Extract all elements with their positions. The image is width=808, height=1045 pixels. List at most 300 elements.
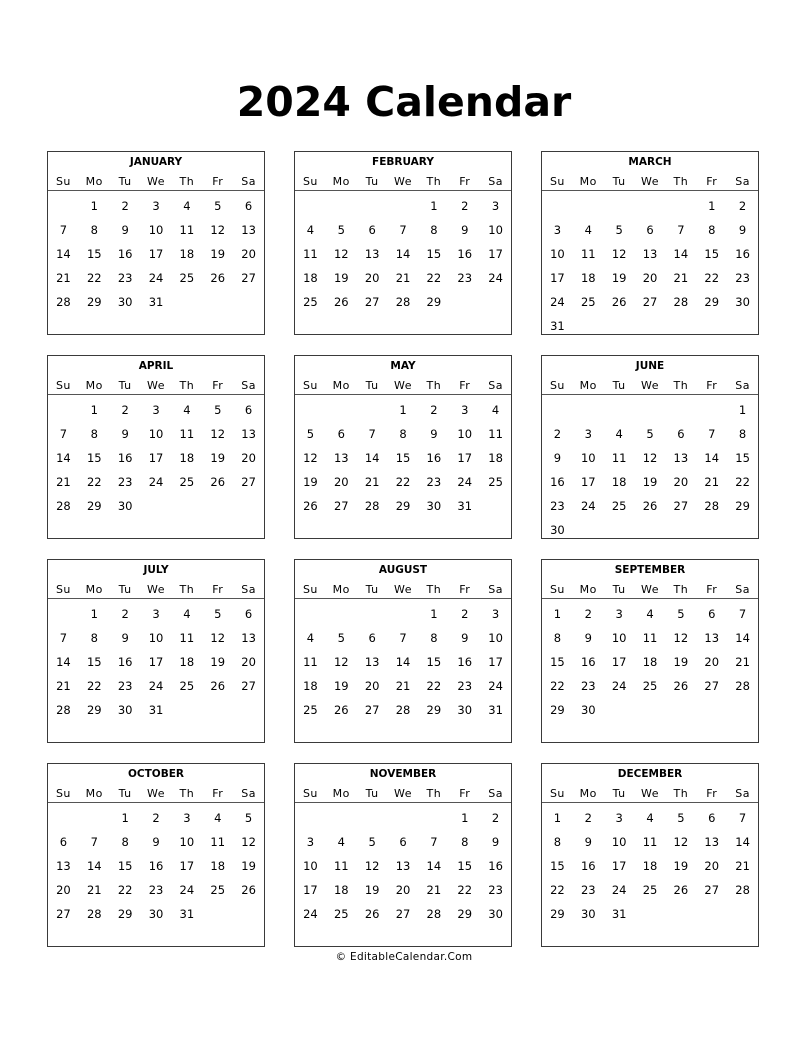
date-cell — [171, 702, 202, 718]
day-name-we: We — [394, 787, 412, 800]
date-cell: 2 — [461, 199, 469, 213]
date-cell — [573, 318, 604, 334]
day-name-fr: Fr — [459, 787, 471, 800]
month-february — [294, 151, 512, 335]
week-row — [295, 906, 511, 922]
month-july — [47, 559, 265, 743]
week-row — [542, 402, 758, 418]
day-name-we: We — [641, 787, 659, 800]
day-name-header — [542, 582, 758, 599]
week-row — [48, 246, 264, 262]
week-row — [295, 222, 511, 238]
date-cell: 25 — [611, 499, 627, 513]
day-name-th: Th — [179, 583, 195, 596]
date-cell — [665, 318, 696, 334]
date-cell: 28 — [426, 907, 442, 921]
month-april — [47, 355, 265, 539]
date-cell: 21 — [56, 679, 71, 693]
date-cell: 23 — [426, 475, 442, 489]
date-cell: 28 — [395, 703, 411, 717]
date-cell: 10 — [550, 247, 565, 261]
date-cell: 11 — [333, 859, 349, 873]
date-cell: 14 — [395, 655, 411, 669]
date-cell: 18 — [303, 679, 318, 693]
date-cell: 8 — [738, 427, 747, 441]
date-cell: 9 — [584, 631, 592, 645]
date-cell: 25 — [580, 295, 596, 309]
date-cell: 10 — [611, 631, 627, 645]
month-may — [294, 355, 512, 539]
week-row — [295, 630, 511, 646]
date-cell: 17 — [148, 451, 164, 465]
date-cell: 14 — [56, 247, 71, 261]
week-row — [542, 198, 758, 214]
date-cell: 19 — [333, 271, 349, 285]
date-cell: 14 — [56, 655, 71, 669]
date-cell — [48, 198, 79, 214]
date-cell: 26 — [673, 883, 689, 897]
day-name-th: Th — [673, 175, 689, 188]
date-cell: 26 — [303, 499, 318, 513]
date-cell: 15 — [426, 247, 442, 261]
date-cell: 19 — [210, 451, 226, 465]
date-cell: 4 — [337, 835, 345, 849]
date-cell — [171, 294, 202, 310]
date-cell: 29 — [550, 907, 565, 921]
week-row — [542, 294, 758, 310]
date-cell: 30 — [488, 907, 503, 921]
date-cell: 12 — [210, 427, 226, 441]
week-row — [48, 474, 264, 490]
date-cell — [449, 294, 480, 310]
day-name-we: We — [147, 787, 165, 800]
date-cell: 31 — [179, 907, 195, 921]
date-cell: 7 — [399, 223, 407, 237]
week-row — [48, 426, 264, 442]
day-name-tu: Tu — [118, 583, 132, 596]
date-cell: 24 — [179, 883, 195, 897]
day-name-sa: Sa — [241, 379, 256, 392]
date-cell: 5 — [306, 427, 315, 441]
date-cell: 15 — [735, 451, 750, 465]
date-cell: 19 — [210, 655, 226, 669]
week-row — [542, 450, 758, 466]
date-cell: 21 — [395, 679, 411, 693]
date-cell — [233, 294, 264, 310]
week-row — [48, 678, 264, 694]
date-cell: 12 — [303, 451, 318, 465]
week-row — [542, 906, 758, 922]
date-cell: 19 — [333, 679, 349, 693]
date-cell: 10 — [303, 859, 318, 873]
date-cell: 3 — [584, 427, 592, 441]
date-cell: 23 — [488, 883, 503, 897]
date-cell: 14 — [426, 859, 442, 873]
date-cell — [233, 498, 264, 514]
day-name-header — [542, 378, 758, 395]
date-cell: 24 — [148, 679, 164, 693]
date-cell — [357, 606, 388, 622]
date-cell: 10 — [488, 223, 503, 237]
date-cell: 29 — [457, 907, 473, 921]
day-name-mo: Mo — [85, 583, 103, 596]
date-cell — [202, 498, 233, 514]
date-cell: 26 — [210, 475, 226, 489]
date-cell: 17 — [148, 247, 164, 261]
date-cell: 26 — [333, 295, 349, 309]
day-name-fr: Fr — [212, 787, 224, 800]
date-cell: 8 — [461, 835, 469, 849]
date-cell: 19 — [364, 883, 380, 897]
date-cell: 17 — [488, 655, 503, 669]
date-cell: 8 — [553, 835, 562, 849]
date-cell: 13 — [704, 835, 720, 849]
day-name-sa: Sa — [488, 583, 503, 596]
date-cell: 7 — [738, 607, 747, 621]
date-cell: 6 — [337, 427, 345, 441]
month-october — [47, 763, 265, 947]
day-name-su: Su — [302, 583, 318, 596]
date-cell: 20 — [395, 883, 411, 897]
date-cell: 1 — [90, 607, 98, 621]
date-cell: 9 — [584, 835, 592, 849]
date-cell: 22 — [395, 475, 411, 489]
date-cell: 6 — [244, 607, 253, 621]
date-cell: 13 — [241, 631, 256, 645]
date-cell: 11 — [303, 655, 318, 669]
date-cell: 12 — [333, 655, 349, 669]
week-row — [295, 654, 511, 670]
date-cell: 20 — [241, 247, 256, 261]
date-cell: 28 — [735, 883, 750, 897]
date-cell: 25 — [179, 679, 195, 693]
date-cell: 15 — [426, 655, 442, 669]
date-cell: 5 — [615, 223, 623, 237]
date-cell — [48, 606, 79, 622]
week-row — [542, 834, 758, 850]
day-name-su: Su — [55, 379, 71, 392]
month-name: MARCH — [628, 156, 672, 168]
date-cell: 4 — [646, 607, 654, 621]
date-cell: 7 — [708, 427, 716, 441]
date-cell — [727, 522, 758, 538]
date-cell: 21 — [704, 475, 720, 489]
day-name-mo: Mo — [85, 175, 103, 188]
day-name-mo: Mo — [579, 787, 597, 800]
date-cell: 1 — [553, 811, 562, 825]
date-cell: 7 — [59, 427, 68, 441]
day-name-fr: Fr — [706, 175, 718, 188]
date-cell: 22 — [735, 475, 750, 489]
date-cell: 1 — [738, 403, 747, 417]
date-cell: 6 — [368, 631, 376, 645]
date-cell: 16 — [580, 655, 596, 669]
date-cell: 29 — [86, 295, 102, 309]
date-cell: 8 — [90, 427, 98, 441]
date-cell: 2 — [121, 199, 129, 213]
day-name-su: Su — [549, 787, 565, 800]
date-cell: 20 — [704, 655, 720, 669]
day-name-mo: Mo — [579, 379, 597, 392]
day-name-we: We — [147, 175, 165, 188]
month-march — [541, 151, 759, 335]
day-name-we: We — [641, 583, 659, 596]
day-name-su: Su — [302, 379, 318, 392]
month-name: DECEMBER — [617, 768, 683, 780]
day-name-sa: Sa — [488, 379, 503, 392]
date-cell: 22 — [426, 679, 442, 693]
date-cell: 5 — [214, 403, 222, 417]
date-cell: 11 — [179, 223, 195, 237]
date-cell: 16 — [426, 451, 442, 465]
date-cell: 31 — [488, 703, 503, 717]
day-name-tu: Tu — [365, 787, 379, 800]
date-cell: 29 — [395, 499, 411, 513]
date-cell: 24 — [148, 271, 164, 285]
week-row — [48, 606, 264, 622]
week-row — [542, 606, 758, 622]
date-cell: 20 — [364, 679, 380, 693]
date-cell: 7 — [430, 835, 438, 849]
date-cell: 2 — [553, 427, 562, 441]
day-name-su: Su — [549, 583, 565, 596]
month-august — [294, 559, 512, 743]
date-cell: 14 — [86, 859, 102, 873]
date-cell: 26 — [673, 679, 689, 693]
date-cell: 22 — [86, 475, 102, 489]
day-name-mo: Mo — [85, 379, 103, 392]
week-row — [48, 294, 264, 310]
day-name-th: Th — [426, 787, 442, 800]
day-name-header — [542, 786, 758, 803]
date-cell: 12 — [241, 835, 256, 849]
date-cell: 27 — [642, 295, 658, 309]
date-cell: 13 — [642, 247, 658, 261]
footer-copyright: © EditableCalendar.Com — [335, 951, 473, 963]
day-name-th: Th — [426, 379, 442, 392]
date-cell: 17 — [611, 655, 627, 669]
date-cell: 26 — [210, 679, 226, 693]
date-cell: 9 — [121, 223, 129, 237]
date-cell: 22 — [550, 679, 565, 693]
week-row — [48, 450, 264, 466]
date-cell: 10 — [179, 835, 195, 849]
date-cell: 22 — [117, 883, 133, 897]
date-cell — [696, 522, 727, 538]
day-name-header — [48, 174, 264, 191]
date-cell: 15 — [117, 859, 133, 873]
date-cell: 30 — [580, 907, 596, 921]
date-cell: 5 — [677, 811, 685, 825]
date-cell: 10 — [580, 451, 596, 465]
week-row — [295, 810, 511, 826]
date-cell: 21 — [395, 271, 411, 285]
date-cell: 3 — [152, 199, 160, 213]
date-cell: 19 — [303, 475, 318, 489]
week-row — [295, 450, 511, 466]
date-cell: 5 — [337, 223, 345, 237]
day-name-tu: Tu — [612, 787, 626, 800]
date-cell: 21 — [673, 271, 689, 285]
day-name-mo: Mo — [579, 175, 597, 188]
date-cell — [357, 198, 388, 214]
date-cell: 12 — [210, 223, 226, 237]
date-cell: 6 — [399, 835, 407, 849]
date-cell: 21 — [735, 655, 750, 669]
date-cell: 24 — [457, 475, 473, 489]
day-name-th: Th — [426, 175, 442, 188]
date-cell: 13 — [241, 427, 256, 441]
date-cell — [635, 318, 666, 334]
day-name-th: Th — [179, 787, 195, 800]
date-cell: 20 — [704, 859, 720, 873]
date-cell — [388, 606, 419, 622]
date-cell: 31 — [457, 499, 473, 513]
date-cell: 2 — [584, 811, 592, 825]
date-cell — [573, 522, 604, 538]
week-row — [48, 858, 264, 874]
week-row — [295, 402, 511, 418]
date-cell: 17 — [580, 475, 596, 489]
date-cell: 8 — [708, 223, 716, 237]
week-row — [295, 426, 511, 442]
date-cell: 31 — [550, 319, 565, 333]
date-cell: 12 — [673, 835, 689, 849]
date-cell: 10 — [148, 223, 164, 237]
day-name-th: Th — [426, 583, 442, 596]
date-cell — [665, 522, 696, 538]
date-cell: 7 — [738, 811, 747, 825]
date-cell: 27 — [333, 499, 349, 513]
day-name-su: Su — [55, 175, 71, 188]
date-cell: 3 — [491, 199, 500, 213]
date-cell — [727, 318, 758, 334]
date-cell: 8 — [90, 223, 98, 237]
date-cell: 28 — [704, 499, 720, 513]
date-cell: 4 — [183, 403, 191, 417]
month-june — [541, 355, 759, 539]
date-cell — [388, 198, 419, 214]
date-cell: 4 — [306, 631, 315, 645]
date-cell: 7 — [677, 223, 685, 237]
date-cell: 27 — [56, 907, 71, 921]
date-cell: 1 — [430, 199, 438, 213]
day-name-we: We — [641, 175, 659, 188]
date-cell: 11 — [488, 427, 503, 441]
day-name-header — [542, 174, 758, 191]
date-cell: 24 — [580, 499, 596, 513]
day-name-sa: Sa — [735, 583, 750, 596]
date-cell: 2 — [121, 607, 129, 621]
week-row — [542, 810, 758, 826]
week-row — [542, 678, 758, 694]
date-cell: 18 — [303, 271, 318, 285]
week-row — [48, 630, 264, 646]
date-cell: 28 — [56, 499, 71, 513]
date-cell — [665, 702, 696, 718]
date-cell: 12 — [333, 247, 349, 261]
week-row — [48, 702, 264, 718]
month-name: AUGUST — [378, 564, 428, 576]
date-cell: 9 — [491, 835, 500, 849]
week-row — [542, 498, 758, 514]
week-row — [542, 474, 758, 490]
day-name-tu: Tu — [612, 583, 626, 596]
date-cell — [357, 402, 388, 418]
day-name-sa: Sa — [241, 787, 256, 800]
date-cell — [604, 198, 635, 214]
date-cell: 6 — [368, 223, 376, 237]
date-cell: 18 — [179, 655, 195, 669]
date-cell — [295, 810, 326, 826]
day-name-mo: Mo — [332, 379, 350, 392]
date-cell: 8 — [430, 223, 438, 237]
date-cell — [295, 606, 326, 622]
week-row — [295, 858, 511, 874]
date-cell: 24 — [488, 679, 503, 693]
date-cell: 17 — [611, 859, 627, 873]
week-row — [48, 198, 264, 214]
date-cell: 1 — [553, 607, 562, 621]
day-name-sa: Sa — [488, 175, 503, 188]
date-cell: 20 — [333, 475, 349, 489]
date-cell — [295, 402, 326, 418]
day-name-sa: Sa — [735, 787, 750, 800]
month-december — [541, 763, 759, 947]
date-cell: 30 — [117, 499, 133, 513]
day-name-th: Th — [673, 379, 689, 392]
date-cell: 29 — [735, 499, 750, 513]
date-cell: 16 — [148, 859, 164, 873]
date-cell: 15 — [550, 859, 565, 873]
week-row — [542, 630, 758, 646]
day-name-header — [48, 786, 264, 803]
date-cell: 3 — [152, 607, 160, 621]
date-cell: 8 — [90, 631, 98, 645]
date-cell: 7 — [368, 427, 376, 441]
date-cell — [635, 906, 666, 922]
date-cell: 12 — [642, 451, 658, 465]
date-cell: 15 — [86, 247, 102, 261]
date-cell: 6 — [708, 811, 716, 825]
day-name-sa: Sa — [735, 175, 750, 188]
month-name: JANUARY — [129, 156, 183, 168]
date-cell — [326, 606, 357, 622]
date-cell: 6 — [59, 835, 68, 849]
date-cell: 1 — [399, 403, 407, 417]
date-cell: 16 — [457, 247, 473, 261]
date-cell — [388, 810, 419, 826]
date-cell — [727, 906, 758, 922]
date-cell: 11 — [179, 427, 195, 441]
date-cell: 5 — [368, 835, 376, 849]
date-cell: 13 — [333, 451, 349, 465]
month-name: OCTOBER — [128, 768, 184, 780]
date-cell: 1 — [90, 199, 98, 213]
date-cell — [635, 198, 666, 214]
day-name-we: We — [394, 379, 412, 392]
date-cell — [326, 402, 357, 418]
date-cell — [604, 522, 635, 538]
date-cell: 14 — [364, 451, 380, 465]
date-cell: 19 — [210, 247, 226, 261]
date-cell: 24 — [550, 295, 565, 309]
date-cell — [233, 702, 264, 718]
day-name-fr: Fr — [706, 583, 718, 596]
date-cell: 26 — [210, 271, 226, 285]
date-cell: 10 — [488, 631, 503, 645]
day-name-sa: Sa — [241, 175, 256, 188]
